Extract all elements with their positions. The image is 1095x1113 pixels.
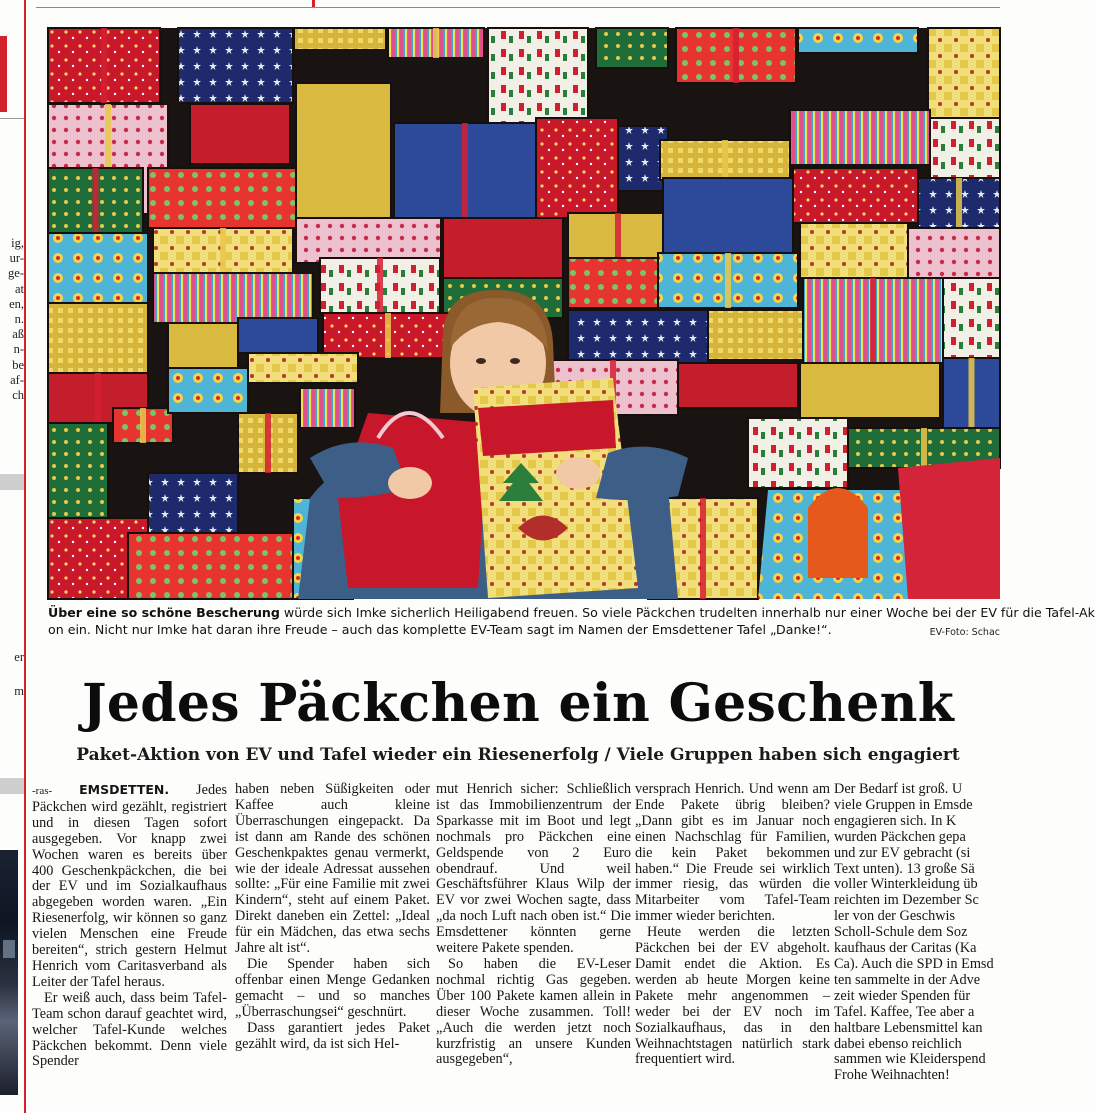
caption-line-2: on ein. Nicht nur Imke hat daran ihre Freude – auch das komplette EV-Team sagt im Namen der Emsdettener Tafel „Danke!“.: [48, 622, 832, 637]
column-5-line: haltbare Lebensmittel kan: [834, 1019, 983, 1036]
gift-box: [168, 323, 238, 368]
gutter-grey-band-2: [0, 778, 24, 794]
gift-box: [943, 278, 1000, 358]
gift-box: [908, 228, 1000, 278]
gift-ribbon: [956, 178, 962, 228]
byline: -ras-: [32, 785, 53, 797]
gift-ribbon: [870, 278, 876, 363]
column-5-line: viele Gruppen in Emsde: [834, 796, 973, 813]
column-4-paragraph-1: versprach Henrich. Und wenn am Ende Pakete übrig bleiben? „Dann gibt es im Januar noch einen Nachschlag für Familien, die kein Paket bekommen haben.“ Die Freude sei wirklich immer riesig, das würden die Mitarbeiter vom Tafel-Team immer wieder berichten.: [635, 781, 830, 925]
gift-box: [930, 118, 1000, 178]
gift-box: [800, 223, 908, 278]
column-5-line: sammen wie Kleiderspend: [834, 1051, 986, 1068]
gift-box: [300, 388, 355, 428]
column-5-line: ler von der Geschwis: [834, 908, 956, 925]
caption-text-1: würde sich Imke sicherlich Heiligabend freuen. So viele Päckchen trudelten innerhalb nur einer Woche bei der EV für die Tafel-Ak: [279, 605, 1095, 620]
gift-ribbon: [265, 413, 271, 473]
gift-box: [748, 418, 848, 488]
column-1-paragraph-2: Er weiß auch, dass beim Tafel-Team schon darauf geachtet wird, welcher Tafel-Kunde welches Päckchen bekommt. Denn viele Spender: [32, 989, 227, 1070]
gift-box: [800, 363, 940, 418]
gift-box: [178, 28, 293, 103]
gift-ribbon: [385, 313, 391, 358]
article-column-1: [32, 782, 227, 1112]
gift-ribbon: [101, 28, 107, 103]
article-photo: [48, 28, 1000, 599]
gift-box: [48, 303, 148, 373]
gift-box: [568, 258, 658, 308]
gutter-rule: [0, 118, 24, 119]
column-5-line: ten sammelte in der Adve: [834, 971, 981, 988]
caption-line-1: [48, 604, 1095, 621]
gift-box: [678, 363, 798, 408]
article-column-5: [834, 782, 1002, 1112]
gift-box: [596, 28, 668, 68]
column-5-line: engagieren sich. In K: [834, 812, 957, 829]
column-3-paragraph-2: So haben die EV-Leser nochmal richtig Gas gegeben. Über 100 Pakete kamen allein in dieser Woche zusammen. Toll! „Auch die werden jetzt noch kurzfristig an unsere Kunden ausgegeben“,: [436, 955, 631, 1068]
column-5-line: reichten im Dezember Sc: [834, 892, 979, 909]
gutter-text-fragment-a: ig, ur- ge- at en, n. aß n- be af- ch: [8, 236, 24, 403]
article-subheadline: Paket-Aktion von EV und Tafel wieder ein Riesenerfolg / Viele Gruppen haben sich engagiert: [76, 745, 960, 765]
gift-ribbon: [95, 373, 101, 423]
column-5-line: Text unten). 13 große Sä: [834, 860, 975, 877]
gift-ribbon: [700, 498, 706, 599]
gift-box: [568, 310, 708, 365]
gift-box: [48, 423, 108, 518]
article-column-2: [235, 782, 430, 1112]
column-5-line: voller Winterkleidung üb: [834, 876, 978, 893]
photo-caption: [48, 604, 1095, 638]
column-2-paragraph-2: Die Spender haben sich offenbar einen Menge Gedanken gemacht – und so manches „Überraschungsei“ geschnürt.: [235, 955, 430, 1020]
gift-ribbon: [93, 168, 99, 233]
article-headline: Jedes Päckchen ein Geschenk: [81, 673, 955, 734]
top-rule-red-mark: [312, 0, 315, 7]
gift-box: [148, 168, 296, 228]
article-column-3: [436, 782, 631, 1112]
gift-ribbon: [921, 428, 927, 468]
column-5-line: und zur EV gebracht (si: [834, 844, 971, 861]
article-body: [32, 782, 1000, 1112]
column-5-line: zeit wieder Spenden für: [834, 987, 971, 1004]
caption-lead: Über eine so schöne Bescherung: [48, 605, 280, 620]
column-5-line: Ca). Auch die SPD in Emsd: [834, 955, 994, 972]
gift-box: [168, 368, 248, 413]
gift-box: [296, 83, 391, 223]
gift-box: [190, 104, 290, 164]
gift-ribbon: [462, 123, 468, 218]
gift-ribbon: [969, 358, 975, 428]
gift-box: [48, 233, 148, 303]
gift-ribbon: [220, 228, 226, 273]
column-5-line: Frohe Weihnachten!: [834, 1067, 950, 1084]
gift-ribbon: [615, 213, 621, 258]
gift-box: [128, 533, 293, 599]
gift-box: [793, 168, 918, 223]
gutter-text-fragment-b: er m: [14, 650, 24, 698]
page-red-rule: [24, 0, 26, 1113]
column-5-line: wurden Päckchen gepa: [834, 828, 966, 845]
gutter-photo-fragment: [0, 850, 18, 1095]
column-2-paragraph-1: haben neben Süßigkeiten oder Kaffee auch kleine Überraschungen eingepackt. Da ist dann am Rande des schönen Geschenkpaktes genau vermerkt, wie der ideale Adressat aussehen sollte: „Für eine Familie mit zwei Kindern“, steht auf einem Paket. Direkt daneben ein Zettel: „Ideal für ein Mädchen, das etwa sechs Jahre alt ist“.: [235, 781, 430, 957]
dateline: EMSDETTEN.: [79, 782, 170, 797]
gutter-grey-band: [0, 474, 24, 490]
gift-box: [443, 218, 563, 278]
gift-ribbon: [725, 253, 731, 308]
gift-box: [928, 28, 1000, 118]
gift-box: [488, 28, 588, 123]
gift-box: [790, 110, 930, 165]
gift-ribbon: [722, 140, 728, 180]
photo-credit: EV-Foto: Schac: [929, 627, 1000, 638]
column-1-paragraph-1: -ras- EMSDETTEN. Jedes Päckchen wird gezählt, registriert und in diesen Tagen sofort ausgegeben. Vor knapp zwei Wochen waren es bereits über 400 Geschenkpäckchen, die bei der EV und im Sozialkaufhaus abgegeben worden waren. „Ein Riesenerfolg, wir können so ganz vielen Menschen eine Freude bereiten“, strich gestern Helmut Henrich vom Caritasverband als Leiter der Tafel heraus.: [32, 782, 228, 990]
column-5-line: Tafel. Kaffee, Tee aber a: [834, 1003, 975, 1020]
gift-pile-illustration: [48, 28, 1000, 599]
gift-ribbon: [733, 28, 739, 83]
column-5-line: kaufhaus der Caritas (Ka: [834, 940, 977, 957]
column-2-paragraph-3: Dass garantiert jedes Paket gezählt wird, da ist sich Hel-: [235, 1019, 430, 1052]
column-5-line: Der Bedarf ist groß. U: [834, 781, 963, 797]
gift-box: [536, 118, 618, 218]
column-4-paragraph-2: Heute werden die letzten Päckchen bei der EV abgeholt. Damit endet die Aktion. Es werden ab heute Morgen keine Pakete mehr angenommen – weder bei der EV noch im Sozialkaufhaus, das in den Weihnachtstagen natürlich stark frequentiert wird.: [635, 924, 830, 1068]
article-column-4: [635, 782, 830, 1112]
column-5-line: Scholl-Schule dem Soz: [834, 924, 968, 941]
gift-box: [238, 318, 318, 353]
gift-box: [153, 273, 313, 323]
gift-box: [663, 178, 793, 253]
gift-box: [248, 353, 358, 383]
column-3-paragraph-1: mut Henrich sicher: Schließlich ist das Immobilienzentrum der Sparkasse mit im Boot und legt nochmals pro Päckchen eine Geldspende von 2 Euro obendrauf. Und weil Geschäftsführer Klaus Wilp der EV vor zwei Wochen sagte, dass „da noch Luft nach oben ist.“ Die Emsdettener könnten gerne weitere Pakete spenden.: [436, 781, 631, 957]
gift-box: [296, 218, 441, 263]
gift-ribbon: [140, 408, 146, 443]
gift-ribbon: [433, 28, 439, 58]
column-5-line: dabei ebenso reichlich: [834, 1035, 962, 1052]
gutter-red-bar: [0, 36, 7, 112]
gift-box: [148, 473, 238, 533]
gift-box: [294, 28, 386, 50]
top-rule: [36, 7, 1000, 8]
gift-box: [798, 28, 918, 53]
gift-box: [708, 310, 803, 360]
gift-ribbon: [377, 258, 383, 313]
left-gutter-fragment: [0, 0, 24, 1113]
